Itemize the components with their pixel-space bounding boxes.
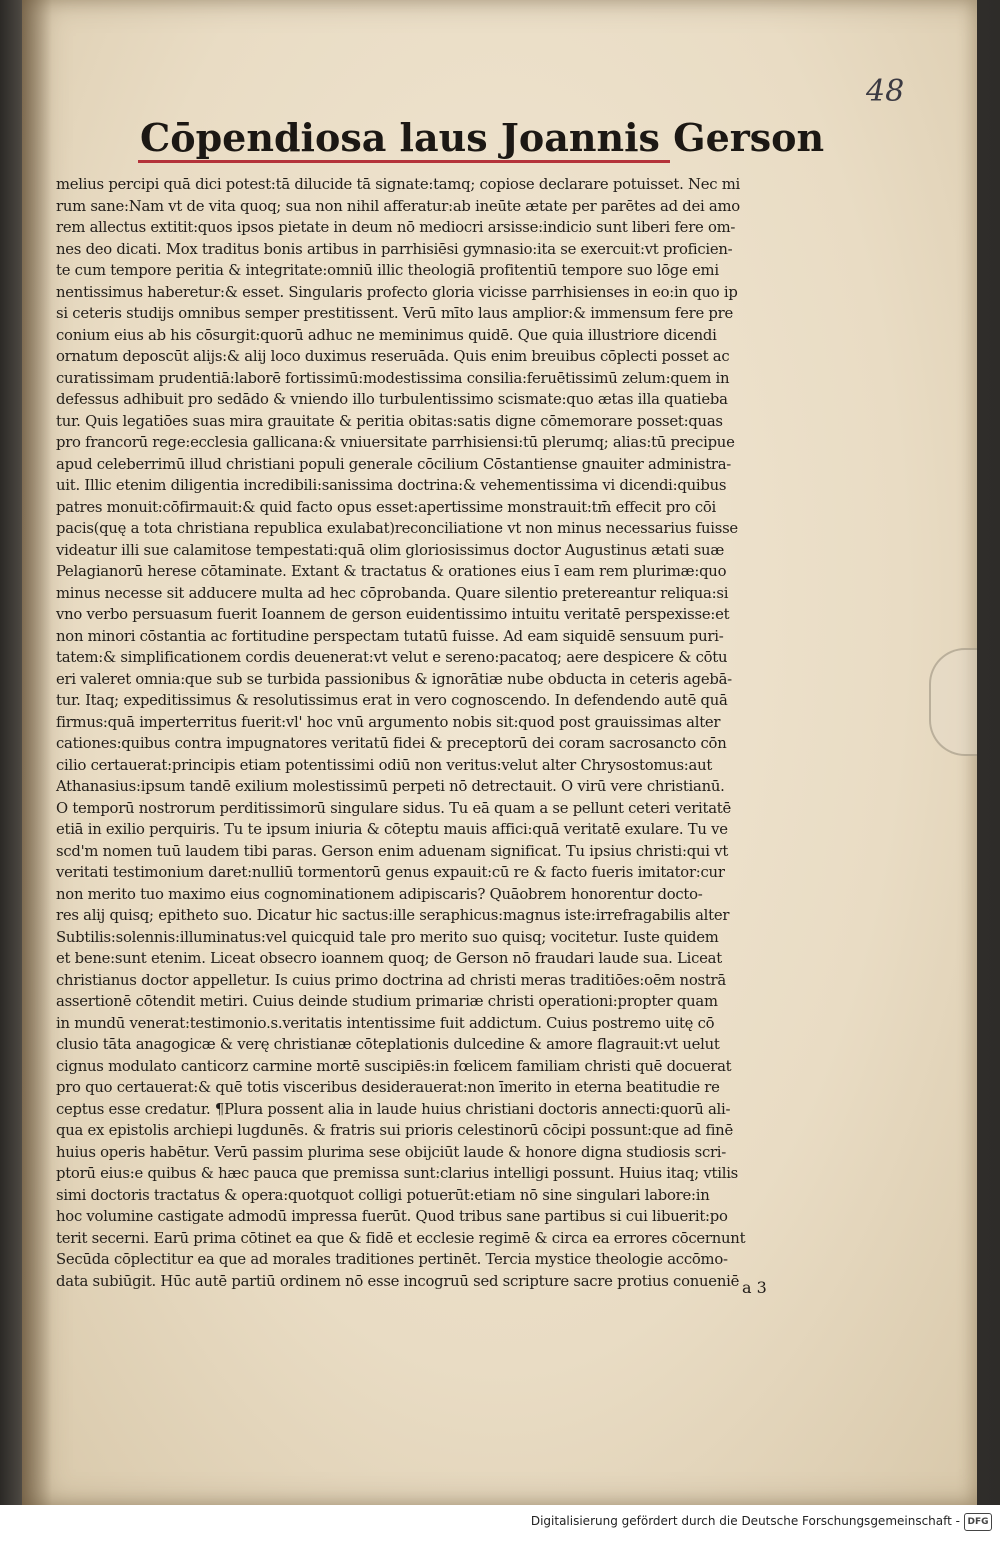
text-line: cignus modulato canticorz carmine mortē suscipiēs:in fœlicem familiam christi quē docuerat [56,1057,732,1075]
text-line: scd'm nomen tuū laudem tibi paras. Gerson enim aduenam significat. Tu ipsius christi:qui vt [56,842,729,860]
text-line: hoc volumine castigate admodū impressa fuerūt. Quod tribus sane partibus si cui libuerit:po [56,1208,728,1225]
dfg-logo: DFG [964,1513,992,1531]
text-line: terit secerni. Earū prima cōtinet ea que & fidē et ecclesie regimē & circa ea errores cōcernunt [56,1229,746,1247]
text-line: data subiūgit. Hūc autē partiū ordinem nō esse incogruū sed scripture sacre protius conueniē [56,1272,740,1290]
body-text [56,174,826,1292]
text-line: cilio certauerat:principis etiam potentissimi odiū non veritus:velut alter Chrysostomus:aut [56,756,713,774]
footer-bar [0,1505,1000,1550]
text-line: ornatum deposcūt alijs:& alij loco duximus reseruāda. Quis enim breuibus cōplecti posset ac [56,348,730,365]
text-line: tatem:& simplificationem cordis deuenerat:vt velut e sereno:pacatoq; aere despicere & cōtu [56,649,728,666]
text-line: rum sane:Nam vt de vita quoq; sua non nihil afferatur:ab ineūte ætate per parētes ad dei amo [56,197,740,215]
text-line: qua ex epistolis archiepi lugdunēs. & fratris sui prioris celestinorū cōcipi possunt:que ad finē [56,1122,733,1139]
text-line: nes deo dicati. Mox traditus bonis artibus in parrhisiēsi gymnasio:ita se exercuit:vt proficien- [56,240,733,258]
text-line: tur. Itaq; expeditissimus & resolutissimus erat in vero cognoscendo. In defendendo autē quā [56,692,728,709]
text-line: simi doctoris tractatus & opera:quotquot colligi potuerūt:etiam nō sine singulari labore:in [56,1186,710,1204]
text-line: pacis(quę a tota christiana republica exulabat)reconciliatione vt non minus necessarius fuisse [56,520,738,537]
text-line: firmus:quā imperterritus fuerit:vl' hoc vnū argumento nobis sit:quod post grauissimas alter [56,713,721,731]
page-clip [929,648,977,756]
text-line: ptorū eius:e quibus & hæc pauca que premissa sunt:clarius intelligi possunt. Huius itaq; vtilis [56,1165,739,1182]
footer-credit: Digitalisierung gefördert durch die Deutsche Forschungsgemeinschaft - [530,1514,960,1528]
text-line: te cum tempore peritia & integritate:omniū illic theologiā profitentiū tempore suo lōge emi [56,262,719,279]
text-line: assertionē cōtendit metiri. Cuius deinde studium primariæ christi operationi:propter quam [56,993,718,1010]
page-gutter-shadow [22,0,52,1505]
text-line: Subtilis:solennis:illuminatus:vel quicquid tale pro merito suo quisq; vocitetur. Iuste quidem [56,928,719,946]
text-line: pro francorū rege:ecclesia gallicana:& vniuersitate parrhisiensi:tū plerumq; alias:tū precipue [56,434,735,451]
text-line: huius operis habētur. Verū passim plurima sese obijciūt laude & honore digna studiosis scri- [56,1143,727,1161]
text-line: curatissimam prudentiā:laborē fortissimū:modestissima consilia:feruētissimū zelum:quem in [56,369,730,387]
text-line: patres monuit:cōfirmauit:& quid facto opus esset:apertissime monstrauit:tm̄ effecit pro cōi [56,498,717,516]
text-line: apud celeberrimū illud christiani populi generale cōcilium Cōstantiense gnauiter administra- [56,455,732,473]
text-line: Pelagianorū herese cōtaminate. Extant & tractatus & orationes eius ī eam rem plurimæ:quo [56,563,727,580]
text-line: uit. Illic etenim diligentia incredibili:sanissima doctrina:& vehementissima vi dicendi:quibus [56,477,727,494]
text-line: minus necesse sit adducere multa ad hec cōprobanda. Quare silentio pretereantur reliqua:si [56,584,729,602]
text-line: Secūda cōplectitur ea que ad morales traditiones pertinēt. Tercia mystice theologie accōmo- [56,1251,728,1268]
text-line: ceptus esse credatur. ¶Plura possent alia in laude huius christiani doctoris annecti:quorū ali- [56,1100,731,1118]
title-rubric-rule [138,160,670,163]
text-line: O temporū nostrorum perditissimorū singulare sidus. Tu eā quam a se pellunt ceteri veritatē [56,799,732,817]
text-line: et bene:sunt etenim. Liceat obsecro ioannem quoq; de Gerson nō fraudari laude sua. Liceat [56,950,722,967]
text-line: si ceteris studijs omnibus semper prestitissent. Verū mīto laus amplior:& immensum fere pre [56,305,733,322]
text-line: conium eius ab his cōsurgit:quorū adhuc ne meminimus quidē. Que quia illustriore dicendi [56,326,717,344]
text-line: defessus adhibuit pro sedādo & vniendo illo turbulentissimo scismate:quo ætas illa quatieba [56,391,728,408]
text-line: clusio tāta anagogicæ & verę christianæ cōteplationis dulcedine & amore flagrauit:vt uelut [56,1036,720,1053]
text-line: in mundū venerat:testimonio.s.veritatis intentissime fuit addictum. Cuius postremo uitę cō [56,1014,715,1032]
text-line: rem allectus extitit:quos ipsos pietate in deum nō mediocri arsisse:indicio sunt liberi fere om- [56,219,736,236]
text-line: res alij quisq; epitheto suo. Dicatur hic sactus:ille seraphicus:magnus iste:irrefragabilis alter [56,907,730,924]
text-line: non minori cōstantia ac fortitudine perspectam tutatū fuisse. Ad eam siquidē sensuum puri- [56,627,724,645]
text-line: Athanasius:ipsum tandē exilium molestissimū perpeti nō detrectauit. O virū vere christianū. [56,778,725,795]
text-line: etiā in exilio perquiris. Tu te ipsum iniuria & cōteptu mauis affici:quā veritatē exulare. Tu ve [56,821,728,838]
page-title: Cōpendiosa laus Joannis Gerson [140,115,825,160]
text-line: tur. Quis legatiōes suas mira grauitate & peritia obitas:satis digne cōmemorare posset:quas [56,412,723,430]
folio-number: 48 [866,74,905,109]
text-line: veritati testimonium daret:nulliū tormentorū genus expauit:cū re & facto fueris imitator:cur [56,864,725,881]
signature-mark: a 3 [742,1278,767,1297]
text-line: cationes:quibus contra impugnatores veritatū fidei & preceptorū dei coram sacrosancto cōn [56,735,727,752]
text-line: nentissimus haberetur:& esset. Singularis profecto gloria vicisse parrhisienses in eo:in quo ip [56,283,738,301]
text-line: videatur illi sue calamitose tempestati:quā olim gloriosissimus doctor Augustinus ætati suæ [56,541,724,559]
text-line: christianus doctor appelletur. Is cuius primo doctrina ad christi meras traditiōes:oēm nostrā [56,971,726,989]
text-line: vno verbo persuasum fuerit Ioannem de gerson euidentissimo intuitu veritatē perspexisse:et [56,606,730,623]
text-line: pro quo certauerat:& quē totis visceribus desiderauerat:non īmerito in eterna beatitudie re [56,1079,720,1096]
text-line: melius percipi quā dici potest:tā dilucide tā signate:tamq; copiose declarare potuisset. Nec mi [56,176,740,193]
text-line: eri valeret omnia:que sub se turbida passionibus & ignorātiæ nube obducta in ceteris agebā- [56,670,732,688]
text-line: non merito tuo maximo eius cognominationem adipiscaris? Quāobrem honorentur docto- [56,885,703,903]
